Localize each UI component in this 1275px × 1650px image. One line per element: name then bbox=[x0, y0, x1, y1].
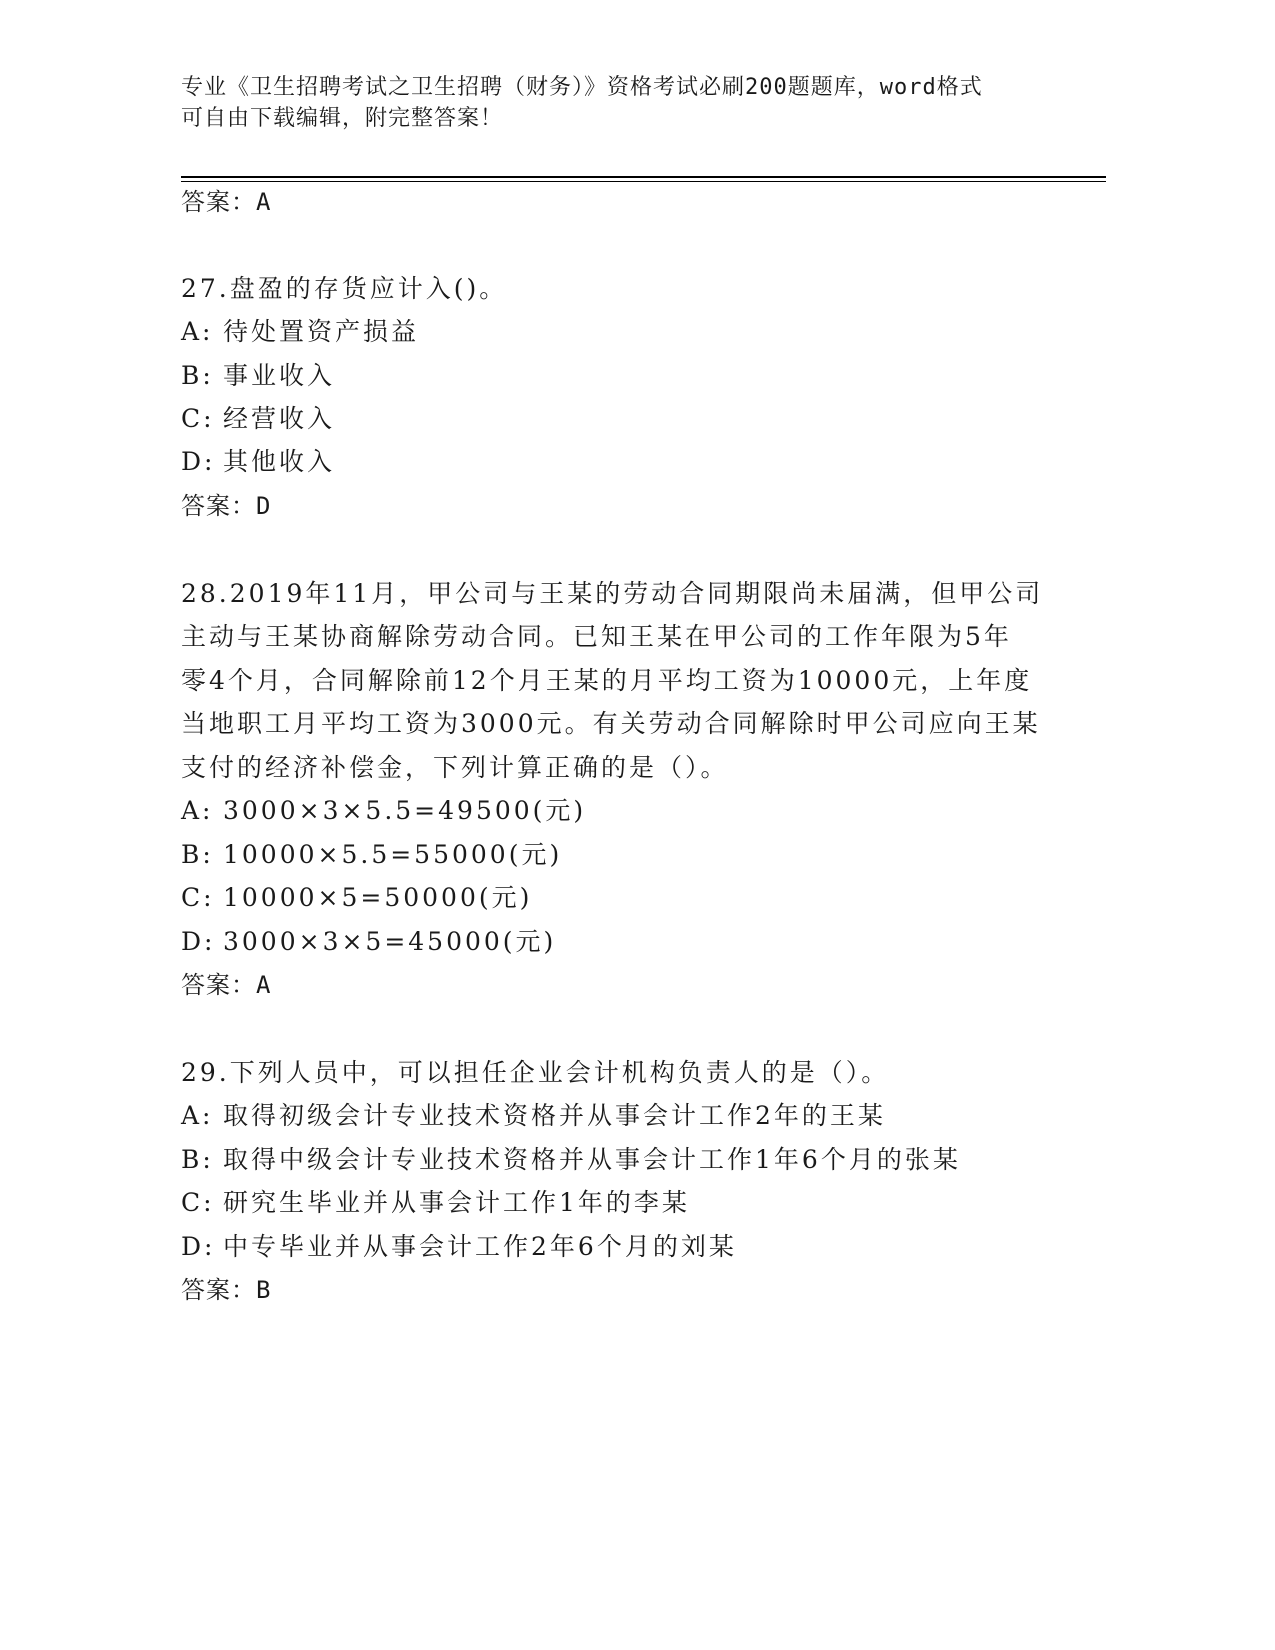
option-text: 取得初级会计专业技术资格并从事会计工作2年的王某 bbox=[223, 1101, 886, 1130]
header-line-2: 可自由下载编辑，附完整答案！ bbox=[181, 106, 504, 131]
option-text: 10000×5.5=55000(元) bbox=[223, 840, 563, 869]
document-header bbox=[181, 72, 1041, 134]
question-28-option-b bbox=[181, 840, 562, 870]
option-text: 其他收入 bbox=[223, 447, 336, 476]
option-label: B: bbox=[181, 361, 214, 390]
question-27-option-c bbox=[181, 404, 335, 434]
question-29-stem: 29.下列人员中，可以担任企业会计机构负责人的是（）。 bbox=[181, 1058, 890, 1087]
question-29-option-a bbox=[181, 1101, 886, 1131]
header-line-1: 专业《卫生招聘考试之卫生招聘（财务）》资格考试必刷200题题库，word格式 bbox=[181, 75, 983, 100]
question-28-stem-line-5: 支付的经济补偿金，下列计算正确的是（）。 bbox=[181, 753, 729, 782]
option-label: A: bbox=[181, 1101, 214, 1130]
option-label: C: bbox=[181, 404, 215, 433]
option-text: 取得中级会计专业技术资格并从事会计工作1年6个月的张某 bbox=[223, 1145, 961, 1174]
question-28-option-d bbox=[181, 927, 556, 957]
question-29-option-b bbox=[181, 1145, 961, 1175]
option-text: 3000×3×5=45000(元) bbox=[223, 927, 557, 956]
option-label: B: bbox=[181, 840, 214, 869]
header-divider-thin bbox=[181, 181, 1106, 182]
question-28-stem-line-1: 28.2019年11月，甲公司与王某的劳动合同期限尚未届满，但甲公司 bbox=[181, 579, 1044, 608]
question-29-answer: 答案：B bbox=[181, 1276, 272, 1304]
question-27-answer: 答案：D bbox=[181, 492, 272, 520]
option-label: C: bbox=[181, 883, 215, 912]
option-label: D: bbox=[181, 1232, 216, 1261]
header-divider-thick bbox=[181, 176, 1106, 178]
question-29-option-c bbox=[181, 1188, 690, 1218]
question-27-option-b bbox=[181, 361, 335, 391]
option-text: 中专毕业并从事会计工作2年6个月的刘某 bbox=[223, 1232, 737, 1261]
previous-answer: 答案：A bbox=[181, 188, 272, 216]
question-28-option-a bbox=[181, 796, 586, 826]
question-28-answer: 答案：A bbox=[181, 971, 272, 999]
option-label: A: bbox=[181, 796, 214, 825]
option-label: D: bbox=[181, 447, 216, 476]
question-29-option-d bbox=[181, 1232, 737, 1262]
option-text: 研究生毕业并从事会计工作1年的李某 bbox=[223, 1188, 690, 1217]
option-text: 10000×5=50000(元) bbox=[223, 883, 533, 912]
option-label: A: bbox=[181, 317, 214, 346]
question-27-option-a bbox=[181, 317, 419, 347]
option-label: B: bbox=[181, 1145, 214, 1174]
question-28-stem-line-2: 主动与王某协商解除劳动合同。已知王某在甲公司的工作年限为5年 bbox=[181, 622, 1012, 651]
question-28-stem-line-4: 当地职工月平均工资为3000元。有关劳动合同解除时甲公司应向王某 bbox=[181, 709, 1041, 738]
question-27-stem: 27.盘盈的存货应计入()。 bbox=[181, 274, 508, 303]
question-28-option-c bbox=[181, 883, 532, 913]
option-text: 待处置资产损益 bbox=[223, 317, 420, 346]
question-27-option-d bbox=[181, 447, 335, 477]
option-text: 3000×3×5.5=49500(元) bbox=[223, 796, 587, 825]
question-28-stem-line-3: 零4个月，合同解除前12个月王某的月平均工资为10000元，上年度 bbox=[181, 666, 1033, 695]
option-text: 事业收入 bbox=[223, 361, 336, 390]
option-label: C: bbox=[181, 1188, 215, 1217]
option-text: 经营收入 bbox=[223, 404, 336, 433]
option-label: D: bbox=[181, 927, 216, 956]
